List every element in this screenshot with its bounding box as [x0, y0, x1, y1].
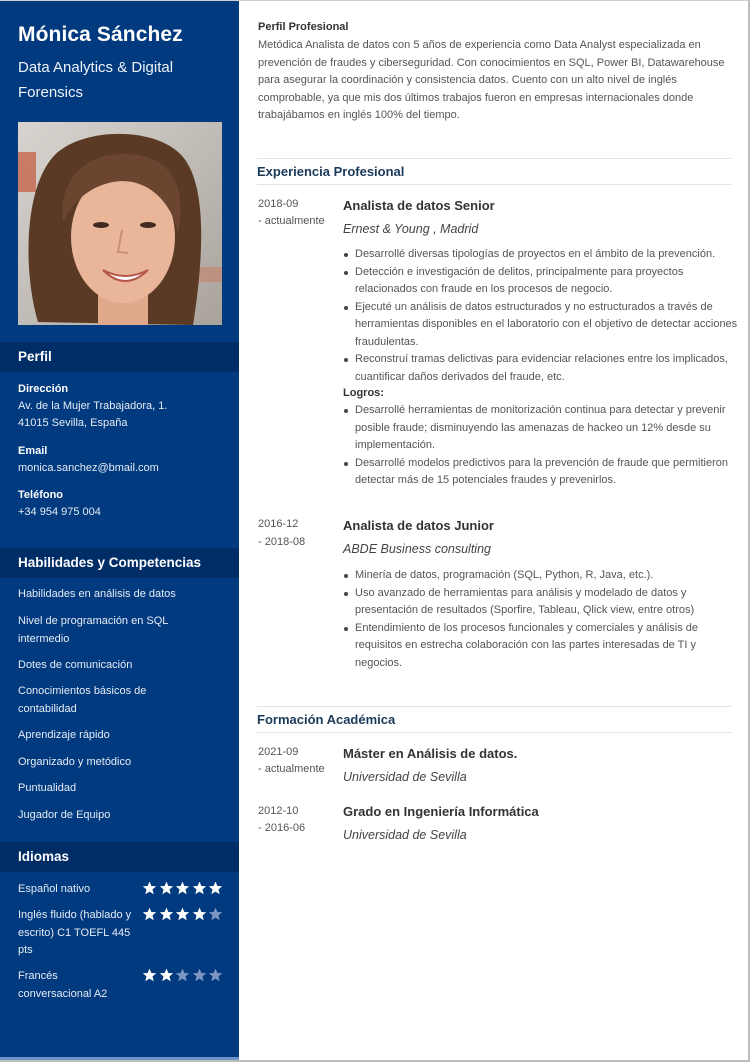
sidebar [0, 1, 239, 1060]
education-date-end: - actualmente [258, 763, 325, 775]
star-filled-icon [142, 881, 157, 895]
skill-item: Conocimientos básicos de contabilidad [18, 685, 147, 715]
star-filled-icon [175, 881, 190, 895]
star-filled-icon [192, 881, 207, 895]
list-item: Entendimiento de los procesos funcionales y comerciales y análisis de requisitos en estrecha colaboración con las partes interesadas de TI y negocios. [343, 620, 738, 673]
skill-item: Puntualidad [18, 782, 77, 794]
experience-section-header: Experiencia Profesional [257, 158, 732, 185]
education-degree: Grado en Ingeniería Informática [343, 804, 539, 819]
job-date-end: - actualmente [258, 215, 325, 227]
job-title: Analista de datos Senior [343, 198, 495, 213]
star-empty-icon [192, 968, 207, 982]
job-title: Analista de datos Junior [343, 518, 494, 533]
education-degree: Máster en Análisis de datos. [343, 746, 518, 761]
job-responsibilities [343, 246, 738, 386]
list-item: Minería de datos, programación (SQL, Python, R, Java, etc.). [343, 567, 738, 585]
job-responsibilities [343, 567, 738, 672]
list-item: Ejecuté un análisis de datos estructurados y no estructurados a través de herramientas disponibles en el laboratorio con el objetivo de detectar acciones fraudulentas. [343, 299, 738, 352]
language-rating-spanish [142, 881, 223, 895]
portrait-image [18, 122, 222, 325]
skill-item: Habilidades en análisis de datos [18, 588, 176, 600]
job-date-start: 2016-12 [258, 518, 299, 530]
skill-item: Jugador de Equipo [18, 809, 111, 821]
star-filled-icon [159, 881, 174, 895]
star-filled-icon [208, 881, 223, 895]
language-label-english: Inglés fluido (hablado y escrito) C1 TOEFL 445 pts [18, 909, 132, 956]
languages-section-header: Idiomas [0, 842, 239, 872]
star-filled-icon [192, 907, 207, 921]
skill-item: Organizado y metódico [18, 756, 132, 768]
language-label-french: Francés conversacional A2 [18, 970, 108, 1000]
professional-profile-text: Metódica Analista de datos con 5 años de experiencia como Data Analyst especializada en prevención de fraudes y ciberseguridad. Con conocimientos en SQL, Power BI, Datawarehouse para asegurar la coordinación y consistencia datos. Cuento con un alto nivel de inglés comprobable, ya que mis dos últimos trabajos fueron en empresas internacionales donde trabajábamos en inglés 100% del tiempo. [258, 39, 725, 121]
language-rating-french [142, 968, 223, 982]
education-date-start: 2021-09 [258, 746, 299, 758]
list-item: Uso avanzado de herramientas para análisis y modelado de datos y presentación de resultados (Sporfire, Tableau, Qlick view, entre otros) [343, 585, 738, 620]
main-content [239, 1, 748, 1060]
profile-section-header: Perfil [0, 342, 239, 372]
education-section-header: Formación Académica [257, 706, 732, 733]
skill-item: Dotes de comunicación [18, 659, 133, 671]
address-label: Dirección [18, 383, 69, 395]
profile-photo [18, 122, 222, 325]
star-filled-icon [175, 907, 190, 921]
education-date-start: 2012-10 [258, 805, 299, 817]
star-empty-icon [208, 907, 223, 921]
star-filled-icon [142, 968, 157, 982]
star-empty-icon [208, 968, 223, 982]
education-school: Universidad de Sevilla [343, 828, 467, 842]
list-item: Detección e investigación de delitos, principalmente para proyectos relacionados con fraude en los procesos de negocio. [343, 264, 738, 299]
star-filled-icon [159, 907, 174, 921]
candidate-name: Mónica Sánchez [18, 23, 183, 46]
list-item: Desarrollé herramientas de monitorización continua para detectar y prevenir posible fraude; disminuyendo las amenazas de hackeo un 12% desde su implementación. [343, 402, 738, 455]
language-rating-english [142, 907, 223, 921]
job-date-start: 2018-09 [258, 198, 299, 210]
skill-item: Aprendizaje rápido [18, 729, 110, 741]
phone-label: Teléfono [18, 489, 64, 501]
candidate-title: Data Analytics & Digital Forensics [18, 59, 174, 101]
list-item: Reconstruí tramas delictivas para evidenciar relaciones entre los implicados, cuantificar daños derivados del fraude, etc. [343, 351, 738, 386]
star-filled-icon [142, 907, 157, 921]
star-filled-icon [159, 968, 174, 982]
list-item: Desarrollé modelos predictivos para la prevención de fraude que permitieron detectar más de 15 potenciales fraudes y prevenirlos. [343, 455, 738, 490]
list-item: Desarrollé diversas tipologías de proyectos en el ámbito de la prevención. [343, 246, 738, 264]
job-achievements [343, 402, 738, 490]
education-date-end: - 2016-06 [258, 822, 306, 834]
phone-value: +34 954 975 004 [18, 506, 101, 518]
skill-item: Nivel de programación en SQL intermedio [18, 615, 169, 645]
address-line-1: Av. de la Mujer Trabajadora, 1. [18, 400, 168, 412]
star-empty-icon [175, 968, 190, 982]
job-company: ABDE Business consulting [343, 542, 491, 556]
skills-section-header: Habilidades y Competencias [0, 548, 239, 578]
email-link[interactable]: monica.sanchez@bmail.com [18, 462, 159, 474]
education-school: Universidad de Sevilla [343, 770, 467, 784]
professional-profile-heading: Perfil Profesional [258, 21, 349, 33]
job-date-end: - 2018-08 [258, 536, 306, 548]
language-label-spanish: Español nativo [18, 883, 91, 895]
email-label: Email [18, 445, 48, 457]
job-company: Ernest & Young , Madrid [343, 222, 479, 236]
achievements-label: Logros: [343, 387, 384, 399]
address-line-2: 41015 Sevilla, España [18, 417, 128, 429]
